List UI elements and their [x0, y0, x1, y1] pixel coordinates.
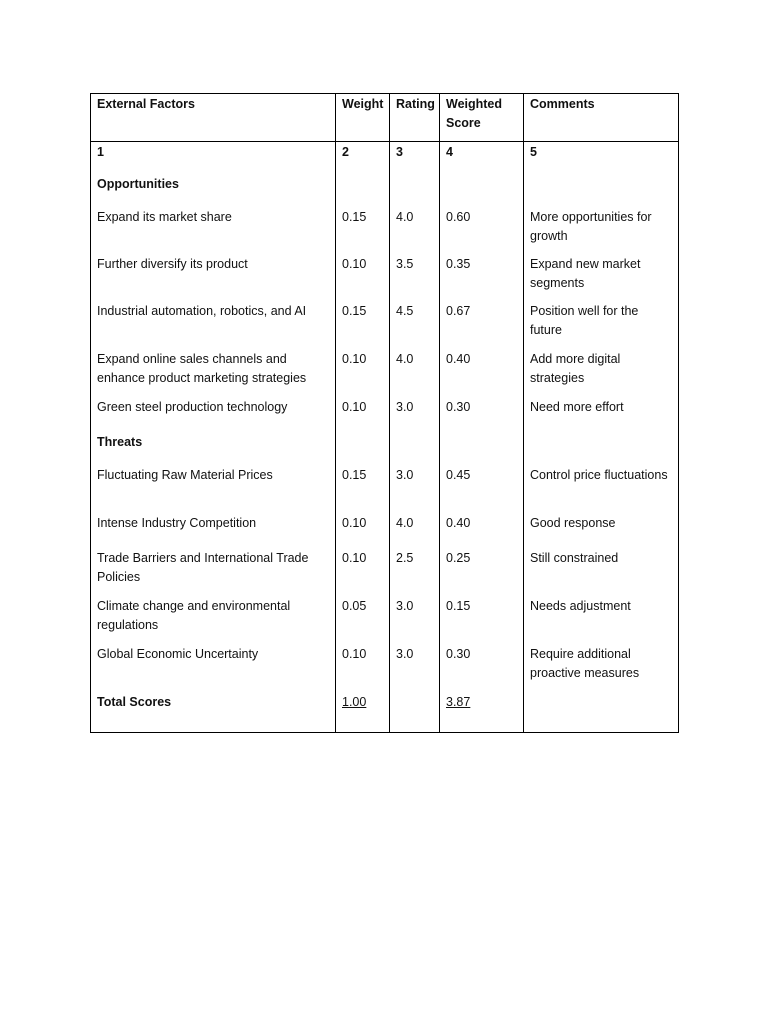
factor-cell: Climate change and environmental regulations [91, 597, 336, 645]
comment-cell: Still constrained [524, 549, 679, 597]
factor-cell: Fluctuating Raw Material Prices [91, 466, 336, 514]
comment-cell: Good response [524, 514, 679, 549]
rating-cell: 3.0 [390, 466, 440, 514]
factor-cell: Industrial automation, robotics, and AI [91, 302, 336, 350]
comment-cell: Position well for the future [524, 302, 679, 350]
score-cell: 0.45 [440, 466, 524, 514]
section-title-threats: Threats [91, 433, 336, 466]
factor-cell: Intense Industry Competition [91, 514, 336, 549]
total-rating-cell [390, 693, 440, 733]
table-row [91, 398, 679, 433]
total-label: Total Scores [91, 693, 336, 733]
rating-cell: 2.5 [390, 549, 440, 597]
total-score-cell [440, 693, 524, 733]
table-row [91, 549, 679, 597]
header-comments: Comments [524, 94, 679, 142]
table-row [91, 645, 679, 693]
factor-cell: Trade Barriers and International Trade Policies [91, 549, 336, 597]
rating-cell: 3.5 [390, 255, 440, 302]
comment-cell: Require additional proactive measures [524, 645, 679, 693]
header-weighted-score: Weighted Score [440, 94, 524, 142]
column-number: 1 [91, 142, 336, 175]
header-row [91, 94, 679, 142]
rating-cell: 3.0 [390, 645, 440, 693]
table-row [91, 208, 679, 255]
score-cell: 0.40 [440, 514, 524, 549]
comment-cell: More opportunities for growth [524, 208, 679, 255]
column-number: 5 [524, 142, 679, 175]
rating-cell: 4.0 [390, 208, 440, 255]
weight-cell: 0.10 [336, 514, 390, 549]
weight-cell: 0.10 [336, 645, 390, 693]
weight-cell: 0.15 [336, 466, 390, 514]
efe-matrix-table [90, 93, 679, 733]
weight-cell: 0.15 [336, 302, 390, 350]
comment-cell: Control price fluctuations [524, 466, 679, 514]
factor-cell: Further diversify its product [91, 255, 336, 302]
column-number: 2 [336, 142, 390, 175]
factor-cell: Expand online sales channels and enhance product marketing strategies [91, 350, 336, 398]
table-row [91, 597, 679, 645]
comment-cell: Needs adjustment [524, 597, 679, 645]
rating-cell: 3.0 [390, 597, 440, 645]
weight-cell: 0.10 [336, 398, 390, 433]
rating-cell: 4.0 [390, 514, 440, 549]
total-weight: 1.00 [342, 694, 367, 709]
section-heading-row [91, 433, 679, 466]
header-rating: Rating [390, 94, 440, 142]
table-row [91, 350, 679, 398]
factor-cell: Expand its market share [91, 208, 336, 255]
score-cell: 0.60 [440, 208, 524, 255]
weight-cell: 0.10 [336, 549, 390, 597]
score-cell: 0.67 [440, 302, 524, 350]
total-weighted-score: 3.87 [446, 694, 471, 709]
table-row [91, 302, 679, 350]
total-row [91, 693, 679, 733]
rating-cell: 4.5 [390, 302, 440, 350]
comment-cell: Add more digital strategies [524, 350, 679, 398]
weight-cell: 0.15 [336, 208, 390, 255]
score-cell: 0.25 [440, 549, 524, 597]
weight-cell: 0.10 [336, 350, 390, 398]
score-cell: 0.30 [440, 645, 524, 693]
score-cell: 0.35 [440, 255, 524, 302]
rating-cell: 3.0 [390, 398, 440, 433]
table-row [91, 255, 679, 302]
comment-cell: Expand new market segments [524, 255, 679, 302]
score-cell: 0.15 [440, 597, 524, 645]
column-number: 4 [440, 142, 524, 175]
total-comment-cell [524, 693, 679, 733]
column-number: 3 [390, 142, 440, 175]
factor-cell: Global Economic Uncertainty [91, 645, 336, 693]
section-title-opportunities: Opportunities [91, 175, 336, 208]
factor-cell: Green steel production technology [91, 398, 336, 433]
total-weight-cell [336, 693, 390, 733]
rating-cell: 4.0 [390, 350, 440, 398]
weight-cell: 0.10 [336, 255, 390, 302]
weight-cell: 0.05 [336, 597, 390, 645]
score-cell: 0.40 [440, 350, 524, 398]
section-heading-row [91, 175, 679, 208]
header-external-factors: External Factors [91, 94, 336, 142]
table-row [91, 466, 679, 514]
comment-cell: Need more effort [524, 398, 679, 433]
header-weight: Weight [336, 94, 390, 142]
score-cell: 0.30 [440, 398, 524, 433]
column-number-row [91, 142, 679, 175]
table-row [91, 514, 679, 549]
